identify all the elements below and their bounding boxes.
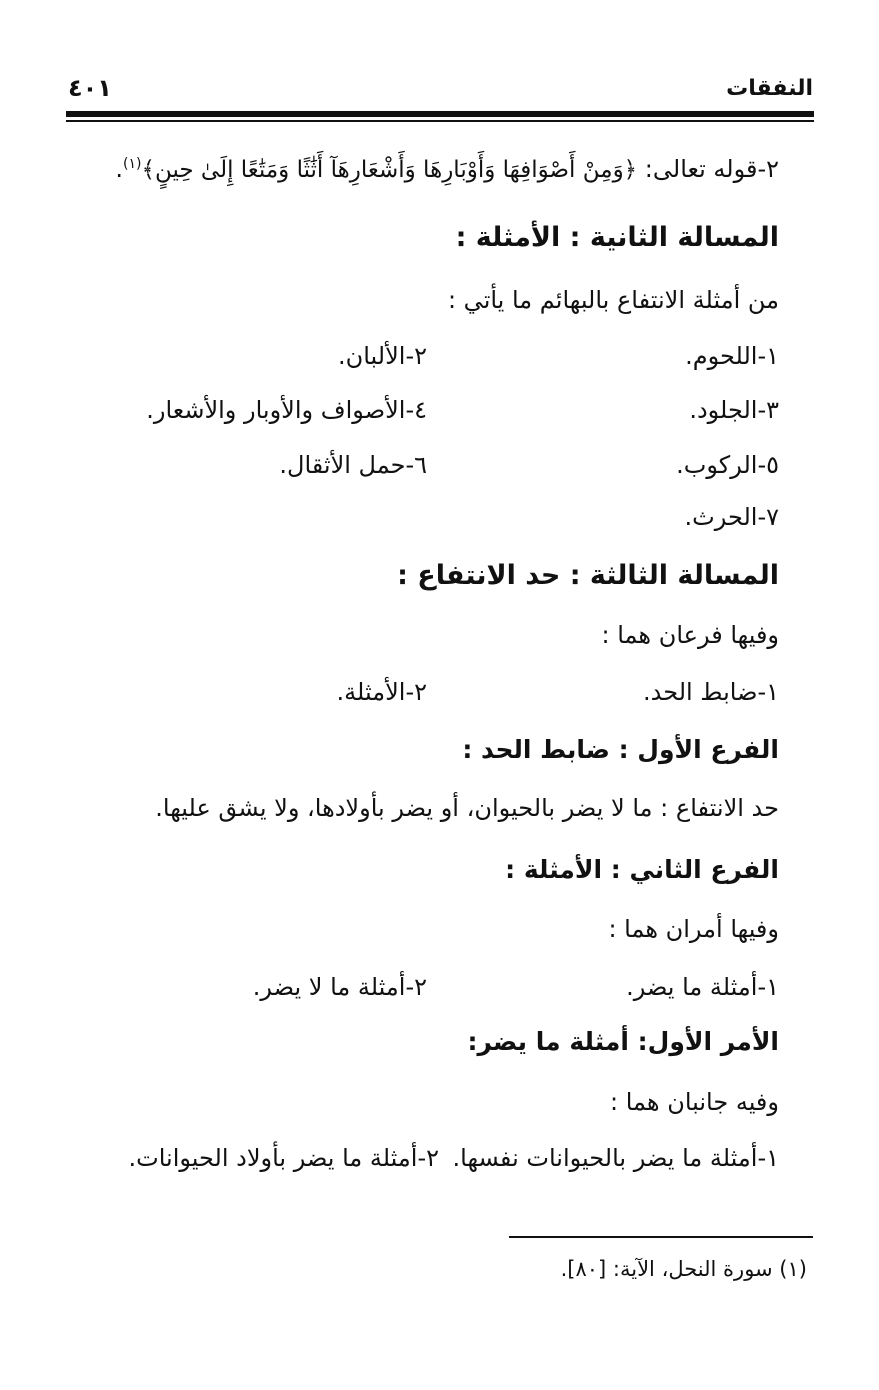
definition-text: حد الانتفاع : ما لا يضر بالحيوان، أو يضر بأولادها، ولا يشق عليها.: [155, 794, 779, 822]
heading-second-issue: المسالة الثانية : الأمثلة :: [455, 222, 779, 253]
header-rule-thin: [66, 120, 814, 122]
header-rule-thick: [66, 111, 814, 117]
two-matters-intro: وفيها أمران هما :: [608, 915, 779, 943]
example-item-6: ٦-حمل الأثقال.: [279, 451, 427, 479]
side-item-2: ٢-أمثلة ما يضر بأولاد الحيوانات.: [128, 1144, 439, 1172]
page-number: ٤٠١: [68, 74, 112, 102]
heading-third-issue: المسالة الثالثة : حد الانتفاع :: [397, 560, 779, 591]
quote-prefix: ٢-قوله تعالى:: [637, 155, 779, 183]
two-sides-intro: وفيه جانبان هما :: [610, 1088, 779, 1116]
heading-first-matter: الأمر الأول: أمثلة ما يضر:: [467, 1027, 779, 1056]
matter-item-1: ١-أمثلة ما يضر.: [626, 973, 779, 1001]
examples-intro: من أمثلة الانتفاع بالبهائم ما يأتي :: [447, 286, 779, 314]
example-item-3: ٣-الجلود.: [689, 396, 779, 424]
example-item-5: ٥-الركوب.: [676, 451, 779, 479]
footnote-ref: (١): [123, 156, 142, 172]
example-item-4: ٤-الأصواف والأوبار والأشعار.: [146, 396, 427, 424]
heading-second-branch: الفرع الثاني : الأمثلة :: [505, 855, 779, 884]
quran-quote-line: [115, 146, 779, 188]
branch-item-2: ٢-الأمثلة.: [336, 678, 427, 706]
running-header-title: النفقات: [726, 76, 813, 101]
two-branches-intro: وفيها فرعان هما :: [601, 621, 779, 649]
heading-first-branch: الفرع الأول : ضابط الحد :: [462, 735, 779, 764]
quote-end: .: [115, 155, 123, 183]
matter-item-2: ٢-أمثلة ما لا يضر.: [252, 973, 427, 1001]
branch-item-1: ١-ضابط الحد.: [642, 678, 779, 706]
example-item-1: ١-اللحوم.: [685, 342, 779, 370]
example-item-2: ٢-الألبان.: [337, 342, 427, 370]
quran-verse: ﴿وَمِنْ أَصْوَافِهَا وَأَوْبَارِهَا وَأَشْعَارِهَآ أَثَٰثًا وَمَتَٰعًا إِلَىٰ حِينٍ﴾: [141, 157, 638, 183]
footnote-text: (١) سورة النحل، الآية: [٨٠].: [560, 1257, 807, 1281]
side-item-1: ١-أمثلة ما يضر بالحيوانات نفسها.: [452, 1144, 779, 1172]
footnote-separator: [509, 1236, 813, 1238]
example-item-7: ٧-الحرث.: [684, 503, 779, 531]
